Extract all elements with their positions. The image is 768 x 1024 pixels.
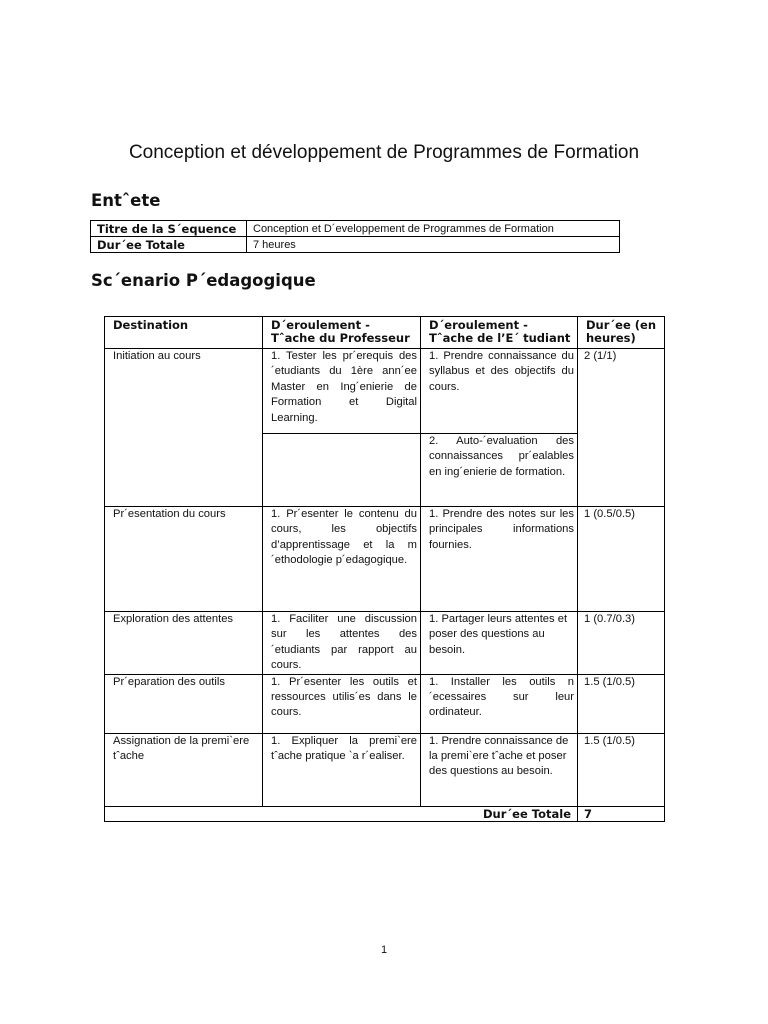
- cell-professeur: 1. Pr´esenter les outils et ressources utilis´es dans le cours.: [263, 674, 421, 733]
- cell-duree: 1.5 (1/0.5): [578, 733, 665, 806]
- total-label: Dur´ee Totale: [105, 806, 578, 821]
- cell-etudiant: 1. Partager leurs attentes et poser des questions au besoin.: [421, 612, 578, 675]
- cell-professeur: 1. Tester les pr´erequis des ´etudiants du 1ère ann´ee Master en Ing´enierie de Formation et Digital Learning.: [263, 349, 421, 434]
- cell-professeur: 1. Pr´esenter le contenu du cours, les objectifs d’apprentissage et la m´ethodologie p´edagogique.: [263, 507, 421, 612]
- cell-etudiant: 1. Prendre connaissance de la premi`ere tˆache et poser des questions au besoin.: [421, 733, 578, 806]
- table-row: [105, 674, 665, 733]
- cell-professeur: 1. Expliquer la premi`ere tˆache pratique `a r´ealiser.: [263, 733, 421, 806]
- cell-professeur-empty: [263, 434, 421, 507]
- column-header-etudiant: D´eroulement - Tˆache de l’E´ tudiant: [421, 317, 578, 349]
- page-number: 1: [380, 944, 388, 956]
- cell-destination: Initiation au cours: [105, 349, 263, 507]
- entete-value-duree: 7 heures: [247, 237, 620, 253]
- column-header-professeur: D´eroulement - Tˆache du Professeur: [263, 317, 421, 349]
- scenario-heading: Sc´enario P´edagogique: [91, 271, 316, 290]
- cell-destination: Exploration des attentes: [105, 612, 263, 675]
- cell-destination: Pr´eparation des outils: [105, 674, 263, 733]
- table-row: [105, 349, 665, 434]
- cell-professeur: 1. Faciliter une discussion sur les attentes des ´etudiants par rapport au cours.: [263, 612, 421, 675]
- cell-duree: 1 (0.7/0.3): [578, 612, 665, 675]
- cell-etudiant-extra: 2. Auto-´evaluation des connaissances pr´ealables en ing´enierie de formation.: [421, 434, 578, 507]
- total-value: 7: [578, 806, 665, 821]
- entete-row-duree: [91, 237, 620, 253]
- table-row: [105, 507, 665, 612]
- cell-etudiant: 1. Installer les outils n´ecessaires sur leur ordinateur.: [421, 674, 578, 733]
- column-header-duree: Dur´ee (en heures): [578, 317, 665, 349]
- cell-destination: Pr´esentation du cours: [105, 507, 263, 612]
- entete-label-duree: Dur´ee Totale: [91, 237, 247, 253]
- cell-duree: 1 (0.5/0.5): [578, 507, 665, 612]
- table-row: [105, 733, 665, 806]
- column-header-destination: Destination: [105, 317, 263, 349]
- cell-etudiant: 1. Prendre des notes sur les principales informations fournies.: [421, 507, 578, 612]
- total-row: [105, 806, 665, 821]
- scenario-table: [104, 316, 665, 822]
- entete-value-titre: Conception et D´eveloppement de Programmes de Formation: [247, 221, 620, 237]
- cell-destination: Assignation de la premi`ere tˆache: [105, 733, 263, 806]
- document-title: Conception et développement de Programmes de Formation: [128, 142, 640, 163]
- cell-duree: 2 (1/1): [578, 349, 665, 507]
- cell-etudiant: 1. Prendre connaissance du syllabus et des objectifs du cours.: [421, 349, 578, 434]
- entete-row-titre: [91, 221, 620, 237]
- entete-table: [90, 220, 620, 253]
- cell-duree: 1.5 (1/0.5): [578, 674, 665, 733]
- entete-heading: Entˆete: [91, 191, 161, 210]
- table-row: [105, 612, 665, 675]
- scenario-header-row: [105, 317, 665, 349]
- entete-label-titre: Titre de la S´equence: [91, 221, 247, 237]
